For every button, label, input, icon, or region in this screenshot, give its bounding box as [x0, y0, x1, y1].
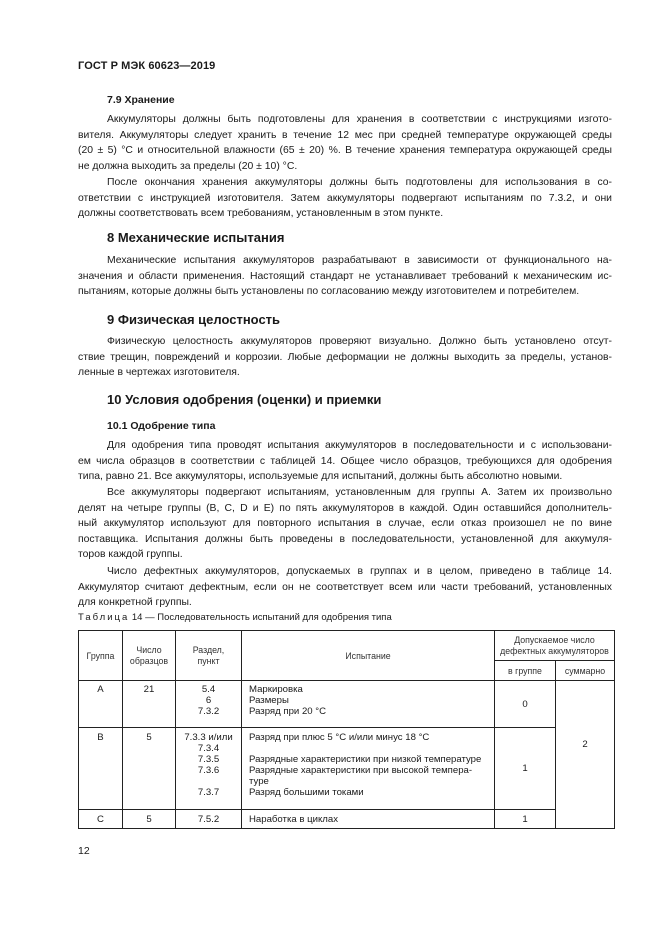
row-group: А: [79, 681, 123, 728]
row-tests: Разряд при плюс 5 °С и/или минус 18 °С Разрядные характеристики при низкой температуре Разрядные характеристики при высокой темпера- туре Разряд большими токами: [242, 728, 495, 810]
header-clause: Раздел, пункт: [176, 631, 242, 681]
section-10-1-paragraph-3: Число дефектных аккумуляторов, допускаемых в группах и в целом, приведено в таблице 14. Аккумулятор считают дефектным, если он не соответствует всем или части требований, установленных для конкретной группы.: [78, 566, 612, 609]
row-tests: Маркировка Размеры Разряд при 20 °С: [242, 681, 495, 728]
document-header: ГОСТ Р МЭК 60623—2019: [78, 60, 216, 72]
table-caption-text: 14 — Последовательность испытаний для одобрения типа: [131, 612, 392, 623]
header-in-group: в группе: [495, 661, 556, 681]
header-test: Испытание: [242, 631, 495, 681]
section-8-title: 8 Механические испытания: [107, 230, 285, 245]
total-defective: 2: [556, 681, 615, 829]
section-9-paragraph: Физическую целостность аккумуляторов проверяют визуально. Должно быть установлено отсут- ствие трещин, повреждений и коррозии. Любые деформации не должны выходить за пределы, установ- ленные в чертежах изготовителя.: [78, 336, 612, 379]
section-7-9-paragraph-1: Аккумуляторы должны быть подготовлены для хранения в соответствии с инструкциями изгото- вителя. Аккумуляторы следует хранить в течение 12 мес при средней температуре окружающей среды (20 ± 5) °С и относительной влажности (65 ± 20) %. В течение хранения температура окружающей среды не должна выходить за пределы (20 ± 10) °С.: [78, 114, 612, 172]
section-10-1-title: 10.1 Одобрение типа: [107, 420, 216, 432]
row-count: 21: [123, 681, 176, 728]
section-10-title: 10 Условия одобрения (оценки) и приемки: [107, 392, 382, 407]
row-in-group: 1: [495, 728, 556, 810]
row-tests: Наработка в циклах: [242, 810, 495, 829]
row-clauses: 7.3.3 и/или 7.3.4 7.3.5 7.3.6 7.3.7: [176, 728, 242, 810]
header-group: Группа: [79, 631, 123, 681]
header-sample-count: Число образцов: [123, 631, 176, 681]
row-clauses: 5.4 6 7.3.2: [176, 681, 242, 728]
header-total: суммарно: [556, 661, 615, 681]
row-count: 5: [123, 810, 176, 829]
header-allowed-defective: Допускаемое число дефектных аккумуляторов: [495, 631, 615, 661]
table-caption: [78, 612, 392, 623]
section-10-1-paragraph-1: Для одобрения типа проводят испытания аккумуляторов в последовательности и с использовани- ем числа образцов в соответствии с таблицей 14. Общее число образцов, требующихся для одобрения типа, равно 21. Все аккумуляторы, используемые для испытаний, должны быть абсолютно новыми.: [78, 440, 612, 483]
table-row: [79, 728, 615, 810]
table-caption-label: Таблица: [78, 612, 130, 623]
row-group: С: [79, 810, 123, 829]
row-in-group: 0: [495, 681, 556, 728]
row-count: 5: [123, 728, 176, 810]
section-8-paragraph: Механические испытания аккумуляторов разрабатывают в зависимости от функционального на- значения и области применения. Настоящий стандарт не устанавливает требований к механическим ис- пытаниям, которые должны быть установлены по согласованию между изготовителем и потребителем.: [78, 255, 612, 298]
test-sequence-table: [78, 630, 615, 829]
table-row: [79, 681, 615, 728]
section-9-title: 9 Физическая целостность: [107, 312, 281, 327]
row-clauses: 7.5.2: [176, 810, 242, 829]
row-in-group: 1: [495, 810, 556, 829]
table-row: [79, 810, 615, 829]
section-7-9-title: 7.9 Хранение: [107, 94, 175, 106]
page-number: 12: [78, 845, 90, 857]
section-7-9-paragraph-2: После окончания хранения аккумуляторы должны быть подготовлены для использования в со- ответствии с инструкцией изготовителя. Затем аккумуляторы подвергают испытаниям по 7.3.2, и они должны соответствовать всем требованиям, установленным в этом пункте.: [78, 177, 612, 220]
section-10-1-paragraph-2: Все аккумуляторы подвергают испытаниям, установленным для группы А. Затем их произвольно делят на четыре группы (В, С, D и Е) по пять аккумуляторов в каждой. Один оставшийся дополнитель- ный аккумулятор используют для повторного испытания в случае, если отказ произошел не по вине поставщика. Испытания должны быть проведены в последовательности, установленной для аккумуля- торов каждой группы.: [78, 487, 612, 561]
row-group: В: [79, 728, 123, 810]
